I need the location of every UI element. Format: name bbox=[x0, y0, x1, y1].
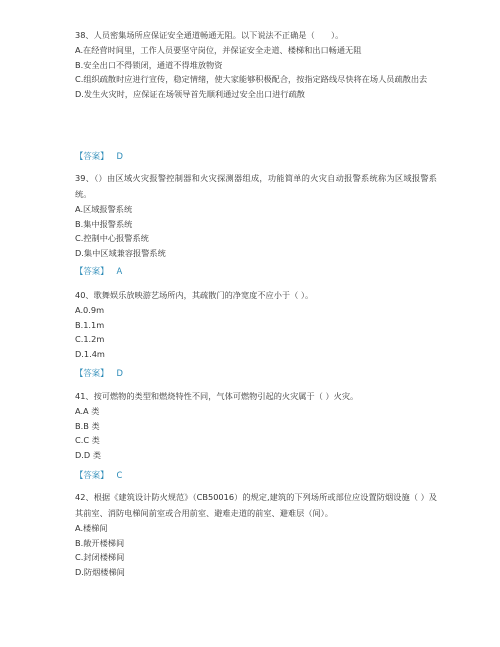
option-c: C.封闭楼梯间 bbox=[75, 552, 125, 562]
option-b: B.安全出口不得锁闭，通道不得堆放物资 bbox=[75, 59, 223, 70]
option-a: A.楼梯间 bbox=[75, 523, 108, 533]
option-a: A.区域报警系统 bbox=[75, 204, 133, 214]
option-b: B.集中报警系统 bbox=[75, 218, 133, 229]
answer-label: 【答案】 bbox=[75, 470, 109, 480]
option-d: D.1.4m bbox=[75, 348, 105, 359]
option-b: B.B 类 bbox=[75, 420, 100, 431]
option-list bbox=[75, 202, 437, 260]
option-c: C.组织疏散时应进行宣传，稳定情绪，使大家能够积极配合，按指定路线尽快将在场人员疏散出去 bbox=[75, 74, 428, 84]
option-list bbox=[75, 43, 437, 101]
answer-41 bbox=[75, 469, 122, 481]
question-39 bbox=[75, 170, 437, 260]
question-40 bbox=[75, 287, 437, 361]
question-stem: 39、（）由区域火灾报警控制器和火灾探测器组成，功能简单的火灾自动报警系统称为区域报警系统。 bbox=[75, 173, 437, 199]
option-c: C.1.2m bbox=[75, 334, 105, 344]
option-d: D.防烟楼梯间 bbox=[75, 566, 125, 577]
answer-39 bbox=[75, 265, 122, 277]
option-c: C.C 类 bbox=[75, 435, 100, 445]
answer-40 bbox=[75, 367, 123, 379]
answer-value: A bbox=[116, 266, 123, 276]
question-42 bbox=[75, 489, 437, 579]
option-a: A.0.9m bbox=[75, 305, 105, 315]
option-d: D.D 类 bbox=[75, 449, 102, 460]
question-stem: 42、根据《建筑设计防火规范》（CB50016）的规定,建筑的下列场所或部位应设置防烟设施（ ）及其前室、消防电梯间前室或合用前室、避难走道的前室、避难层（间）。 bbox=[75, 492, 437, 518]
answer-value: D bbox=[116, 151, 123, 161]
option-c: C.控制中心报警系统 bbox=[75, 233, 149, 243]
answer-label: 【答案】 bbox=[75, 151, 109, 161]
answer-label: 【答案】 bbox=[75, 368, 109, 378]
option-list bbox=[75, 404, 437, 462]
option-list bbox=[75, 521, 437, 579]
option-b: B.敞开楼梯间 bbox=[75, 537, 125, 548]
question-38 bbox=[75, 27, 437, 101]
question-stem: 41、按可燃物的类型和燃烧特性不同，气体可燃物引起的火灾属于（ ）火灾。 bbox=[75, 391, 359, 401]
option-list bbox=[75, 303, 437, 361]
answer-value: C bbox=[116, 470, 123, 480]
option-a: A.A 类 bbox=[75, 406, 100, 416]
question-stem: 40、歌舞娱乐放映游艺场所内，其疏散门的净宽度不应小于（ ）。 bbox=[75, 290, 314, 300]
option-d: D.发生火灾时，应保证在场领导首先顺利通过安全出口进行疏散 bbox=[75, 88, 305, 99]
question-41 bbox=[75, 388, 437, 462]
answer-38 bbox=[75, 150, 123, 162]
answer-label: 【答案】 bbox=[75, 266, 109, 276]
option-b: B.1.1m bbox=[75, 319, 105, 330]
option-a: A.在经营时间里，工作人员要坚守岗位，并保证安全走道、楼梯和出口畅通无阻 bbox=[75, 45, 362, 55]
answer-value: D bbox=[116, 368, 123, 378]
option-d: D.集中区域兼容报警系统 bbox=[75, 247, 166, 258]
question-stem: 38、人员密集场所应保证安全通道畅通无阻。以下说法不正确是（ ）。 bbox=[75, 30, 344, 40]
